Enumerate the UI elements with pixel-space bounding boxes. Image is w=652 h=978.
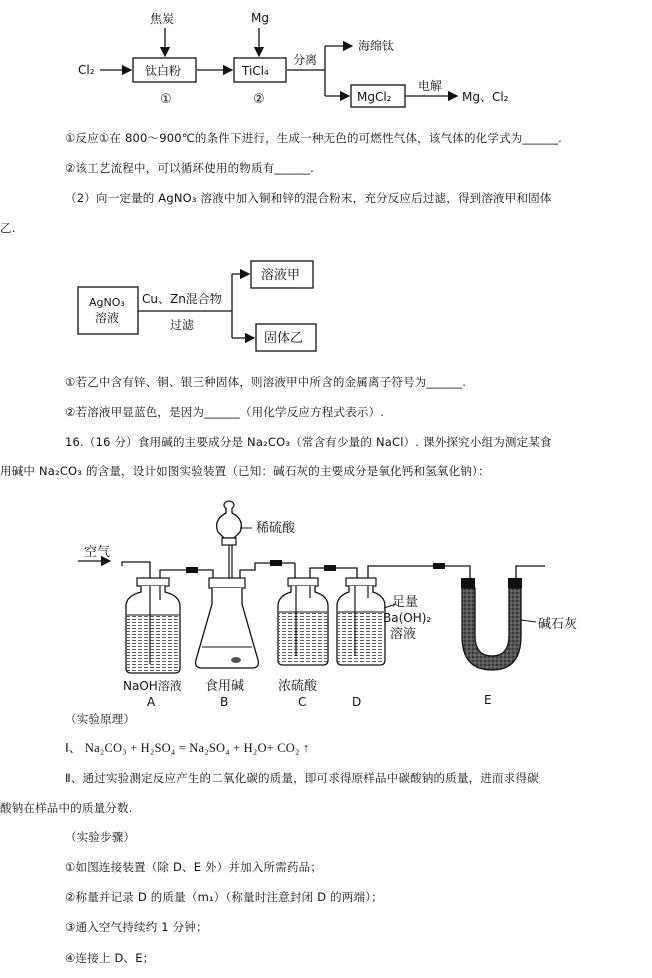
fenli-label: 分离 xyxy=(293,53,318,67)
question-16-line1: 16.（16 分）食用碱的主要成分是 Na₂CO₃（常含有少量的 NaCl）. 课外探究小组为测定某食 xyxy=(65,435,552,449)
step-4: ④连接上 D、E； xyxy=(65,951,155,965)
air-label: 空气 xyxy=(84,545,111,560)
h2so4-label: 浓硫酸 xyxy=(278,679,318,694)
question-16-line2: 用碱中 Na₂CO₃ 的含量，设计如图实验装置（已知：碱石灰的主要成分是氧化钙和氢氧化钠）： xyxy=(0,464,490,478)
agno3-flow-diagram xyxy=(0,250,652,360)
ti-process-diagram xyxy=(0,0,652,120)
mgcl2-box: MgCl₂ xyxy=(357,90,392,104)
question-2-2: ②若溶液甲显蓝色，是因为______（用化学反应方程式表示）. xyxy=(65,405,385,419)
step2-number: ② xyxy=(253,92,265,107)
soda-label: 食用碱 xyxy=(205,679,245,694)
flask-b xyxy=(196,578,259,668)
question-2-intro-line1: （2）向一定量的 AgNO₃ 溶液中加入铜和锌的混合粉末，充分反应后过滤，得到溶液甲和固体 xyxy=(65,191,552,205)
label-b: B xyxy=(220,695,229,709)
solution-jia-box: 溶液甲 xyxy=(261,268,301,283)
step-3: ③通入空气持续约 1 分钟； xyxy=(65,920,208,934)
principle-heading: （实验原理） xyxy=(65,712,136,726)
jiaotan-label: 焦炭 xyxy=(150,12,175,26)
products-label: Mg、Cl₂ xyxy=(462,90,509,104)
question-1-1: ①反应①在 800～900℃的条件下进行，生成一种无色的可燃性气体，该气体的化学式为______. xyxy=(65,131,563,145)
label-d: D xyxy=(352,695,362,709)
label-e: E xyxy=(484,693,492,707)
bottle-c xyxy=(278,578,328,665)
step1-number: ① xyxy=(160,92,172,107)
naoh-label: NaOH溶液 xyxy=(123,679,182,693)
baoh2-label: Ba(OH)₂ xyxy=(383,611,432,625)
agno3-label: AgNO₃ xyxy=(89,296,125,309)
principle-2-line2: 酸钠在样品中的质量分数. xyxy=(0,801,133,815)
agno3-solution-label: 溶液 xyxy=(95,311,120,325)
baoh2-solution-label: 溶液 xyxy=(390,627,417,642)
step-2: ②称量并记录 D 的质量（m₁）（称量时注意封闭 D 的两端）； xyxy=(65,890,383,904)
mg-label: Mg xyxy=(251,11,269,25)
label-a: A xyxy=(147,695,156,709)
guolv-label: 过滤 xyxy=(170,318,195,332)
question-1-2: ②该工艺流程中，可以循环使用的物质有______. xyxy=(65,161,314,175)
label-c: C xyxy=(298,695,307,709)
apparatus-diagram xyxy=(0,490,652,709)
solid-yi-box: 固体乙 xyxy=(264,331,304,346)
cl2-label: Cl₂ xyxy=(78,63,95,77)
dianjie-label: 电解 xyxy=(418,79,443,93)
bottle-a xyxy=(126,578,180,673)
taibaifen-box: 钛白粉 xyxy=(145,64,182,78)
cu-zn-label: Cu、Zn混合物 xyxy=(142,292,222,306)
question-2-1: ①若乙中含有锌、铜、银三种固体，则溶液甲中所含的金属离子符号为______. xyxy=(65,375,467,389)
steps-heading: （实验步骤） xyxy=(65,830,136,844)
haimiantai-label: 海绵钛 xyxy=(358,39,395,53)
question-2-intro-line2: 乙. xyxy=(0,221,16,235)
zuliang-label: 足量 xyxy=(392,595,419,610)
step-1: ①如图连接装置（除 D、E 外）并加入所需药品； xyxy=(65,860,323,874)
u-tube-e xyxy=(461,578,536,670)
dilute-acid-label: 稀硫酸 xyxy=(256,521,296,536)
principle-1: Ⅰ、 Na₂CO₃ + H₂SO₄ = Na₂SO₄ + H₂O+ CO₂ ↑ xyxy=(65,741,310,755)
principle-2-line1: Ⅱ、通过实验测定反应产生的二氧化碳的质量，即可求得原样品中碳酸钠的质量，进而求得碳 xyxy=(65,771,539,785)
ticl4-box: TiCl₄ xyxy=(242,64,269,78)
soda-lime-label: 碱石灰 xyxy=(538,617,578,632)
